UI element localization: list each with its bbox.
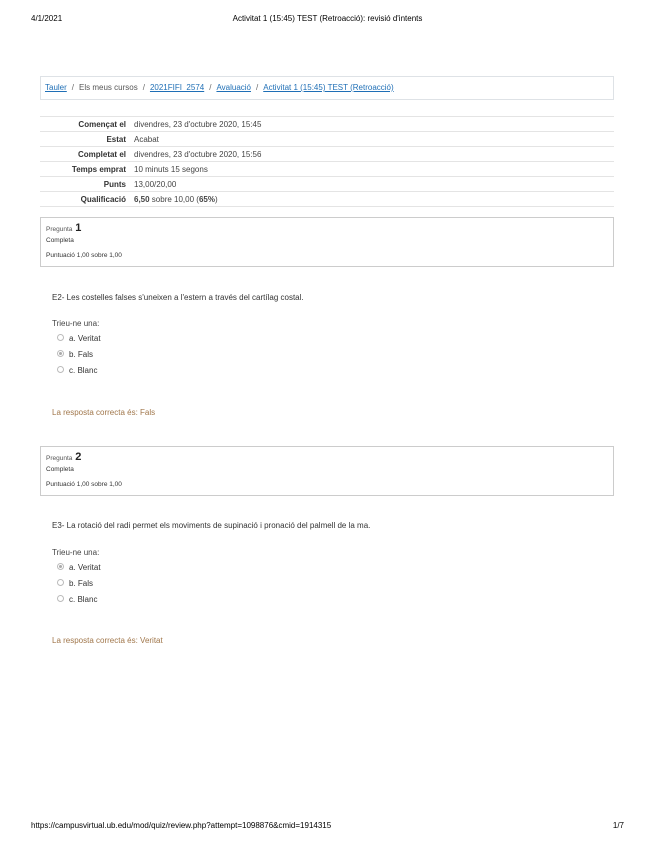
question-1-number — [46, 221, 608, 235]
print-header — [31, 14, 624, 26]
grade-score: 6,50 — [134, 194, 150, 204]
grade-label: Qualificació — [40, 192, 134, 207]
summary-row-started — [40, 117, 614, 132]
radio-button[interactable] — [57, 579, 64, 586]
option-label: a. Veritat — [69, 563, 101, 572]
breadcrumb-separator: / — [71, 83, 75, 92]
print-date: 4/1/2021 — [31, 14, 63, 23]
question-2-feedback: La resposta correcta és: Veritat — [52, 636, 163, 645]
question-label: Pregunta — [46, 455, 73, 462]
question-1-prompt: Trieu-ne una: — [52, 319, 100, 328]
state-value: Acabat — [134, 132, 614, 147]
completed-label: Completat el — [40, 147, 134, 162]
started-label: Començat el — [40, 117, 134, 132]
radio-button[interactable] — [57, 334, 64, 341]
summary-row-completed — [40, 147, 614, 162]
summary-row-grade — [40, 192, 614, 207]
grade-close: ) — [214, 194, 218, 204]
question-2-option-a[interactable] — [57, 562, 101, 574]
completed-value: divendres, 23 d'octubre 2020, 15:56 — [134, 147, 614, 162]
breadcrumb-activity-link[interactable]: Activitat 1 (15:45) TEST (Retroacció) — [263, 83, 394, 92]
breadcrumb-separator: / — [142, 83, 145, 92]
time-value: 10 minuts 15 segons — [134, 162, 614, 177]
question-2-option-b[interactable] — [57, 578, 93, 590]
time-label: Temps emprat — [40, 162, 134, 177]
question-1-state: Completa — [46, 237, 74, 244]
question-1-text: E2- Les costelles falses s'uneixen a l'estern a través del cartílag costal. — [52, 293, 304, 302]
breadcrumb-separator: / — [209, 83, 212, 92]
summary-row-time — [40, 162, 614, 177]
option-label: a. Veritat — [69, 334, 101, 343]
breadcrumb — [40, 76, 614, 100]
radio-button-selected[interactable] — [57, 350, 64, 357]
question-2-number — [46, 450, 608, 464]
question-2-grade: Puntuació 1,00 sobre 1,00 — [46, 481, 122, 488]
question-1-option-c[interactable] — [57, 365, 97, 377]
radio-button-selected[interactable] — [57, 563, 64, 570]
breadcrumb-assessment-link[interactable]: Avaluació — [216, 83, 251, 92]
grade-percent: 65% — [198, 194, 215, 204]
question-number: 2 — [75, 451, 82, 463]
points-label: Punts — [40, 177, 134, 192]
summary-row-state — [40, 132, 614, 147]
question-number: 1 — [75, 222, 82, 234]
breadcrumb-separator: / — [256, 83, 259, 92]
breadcrumb-my-courses: Els meus cursos — [79, 83, 138, 92]
print-footer — [31, 821, 624, 833]
radio-button[interactable] — [57, 366, 64, 373]
radio-button[interactable] — [57, 595, 64, 602]
question-1-grade: Puntuació 1,00 sobre 1,00 — [46, 252, 122, 259]
points-value: 13,00/20,00 — [134, 177, 614, 192]
attempt-summary-table — [40, 116, 614, 207]
option-label: c. Blanc — [69, 366, 98, 375]
print-page-title: Activitat 1 (15:45) TEST (Retroacció): revisió d'intents — [232, 14, 423, 23]
question-label: Pregunta — [46, 226, 73, 233]
option-label: c. Blanc — [69, 595, 98, 604]
option-label: b. Fals — [69, 579, 94, 588]
question-2-option-c[interactable] — [57, 594, 97, 606]
question-2-state: Completa — [46, 466, 74, 473]
breadcrumb-dashboard-link[interactable]: Tauler — [45, 83, 67, 92]
grade-out-of: sobre 10,00 ( — [149, 194, 199, 204]
question-1-option-a[interactable] — [57, 333, 101, 345]
question-1-info — [40, 217, 614, 267]
option-label: b. Fals — [69, 350, 94, 359]
question-2-text: E3- La rotació del radi permet els moviments de supinació i pronació del palmell de la ma. — [52, 521, 371, 530]
question-1-feedback: La resposta correcta és: Fals — [52, 408, 156, 417]
question-2-info — [40, 446, 614, 496]
print-url: https://campusvirtual.ub.edu/mod/quiz/review.php?attempt=1098876&cmid=1914315 — [31, 821, 332, 830]
question-1-option-b[interactable] — [57, 349, 93, 361]
state-label: Estat — [40, 132, 134, 147]
summary-row-points — [40, 177, 614, 192]
grade-value — [134, 192, 614, 207]
breadcrumb-course-link[interactable]: 2021FIFI_2574 — [149, 83, 205, 92]
print-page-number: 1/7 — [612, 821, 624, 830]
started-value: divendres, 23 d'octubre 2020, 15:45 — [134, 117, 614, 132]
question-2-prompt: Trieu-ne una: — [52, 548, 100, 557]
